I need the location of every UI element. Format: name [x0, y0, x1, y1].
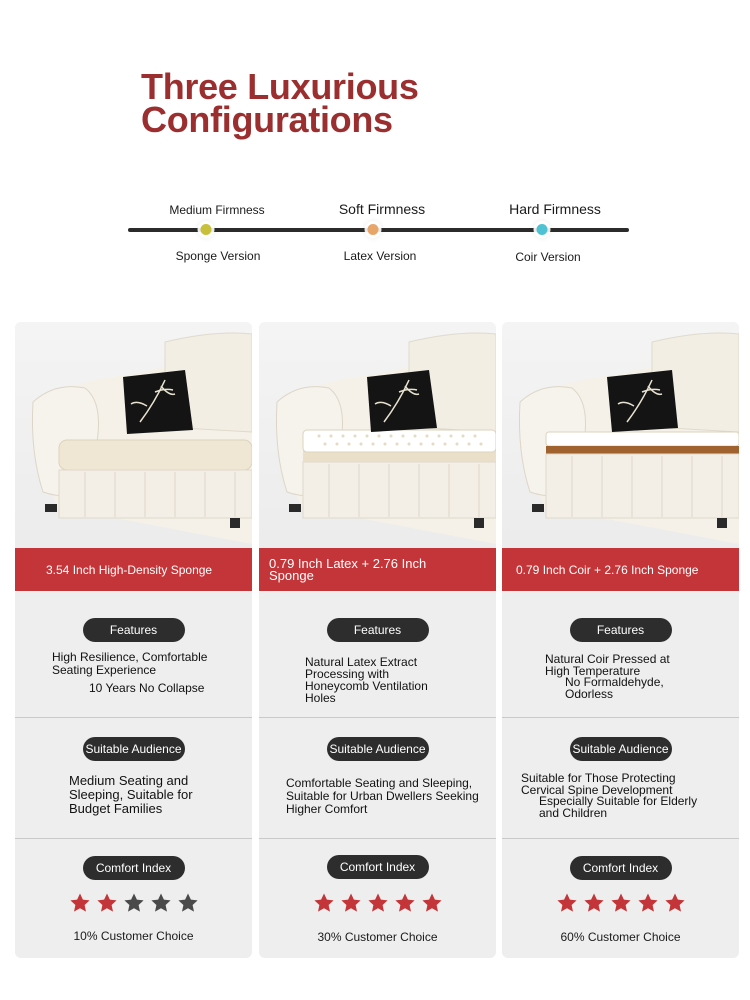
comfort-badge: Comfort Index	[570, 856, 672, 880]
star-filled-icon	[664, 892, 686, 914]
version-label-latex: Latex Version	[343, 249, 417, 263]
star-filled-icon	[96, 892, 118, 914]
audience-badge: Suitable Audience	[327, 737, 429, 761]
comfort-stars	[502, 892, 739, 914]
star-filled-icon	[69, 892, 91, 914]
spec-banner-coir	[502, 548, 739, 591]
comfort-stars	[259, 892, 496, 914]
star-filled-icon	[421, 892, 443, 914]
page-title	[141, 66, 419, 140]
features-badge: Features	[570, 618, 672, 642]
feature-text-1: High Resilience, Comfortable Seating Experience	[52, 650, 208, 677]
audience-text-1: Suitable for Those Protecting Cervical Spine Development	[521, 771, 676, 797]
audience-badge: Suitable Audience	[83, 737, 185, 761]
star-filled-icon	[637, 892, 659, 914]
audience-text: Comfortable Seating and Sleeping, Suitable for Urban Dwellers Seeking Higher Comfort	[286, 776, 479, 816]
audience-badge: Suitable Audience	[570, 737, 672, 761]
feature-text-2: No Formaldehyde, Odorless	[565, 675, 664, 701]
features-badge: Features	[83, 618, 185, 642]
audience-text: Medium Seating and Sleeping, Suitable for Budget Families	[69, 773, 193, 816]
star-filled-icon	[367, 892, 389, 914]
star-empty-icon	[150, 892, 172, 914]
star-filled-icon	[313, 892, 335, 914]
spec-text: 0.79 Inch Latex + 2.76 Inch Sponge	[269, 555, 427, 583]
customer-choice: 10% Customer Choice	[73, 929, 194, 943]
customer-choice: 30% Customer Choice	[317, 930, 438, 944]
firmness-label-soft: Soft Firmness	[338, 201, 426, 217]
spec-banner-latex	[259, 548, 496, 591]
section-divider	[15, 838, 252, 839]
firmness-dot-soft	[368, 224, 379, 235]
section-divider	[502, 717, 739, 718]
star-filled-icon	[394, 892, 416, 914]
feature-text-2: 10 Years No Collapse	[89, 681, 205, 695]
comfort-badge: Comfort Index	[327, 855, 429, 879]
star-filled-icon	[340, 892, 362, 914]
firmness-label-hard: Hard Firmness	[509, 201, 601, 217]
sofa-image-sponge	[15, 322, 252, 548]
features-badge: Features	[327, 618, 429, 642]
title-line-2: Configurations	[141, 99, 393, 140]
star-empty-icon	[123, 892, 145, 914]
section-divider	[15, 717, 252, 718]
star-filled-icon	[583, 892, 605, 914]
firmness-dot-medium	[201, 224, 212, 235]
spec-text: 3.54 Inch High-Density Sponge	[46, 562, 213, 577]
spec-text: 0.79 Inch Coir + 2.76 Inch Sponge	[516, 562, 699, 577]
title-line-1: Three Luxurious	[141, 66, 419, 107]
comfort-stars	[15, 892, 252, 914]
star-filled-icon	[556, 892, 578, 914]
star-filled-icon	[610, 892, 632, 914]
sofa-image-coir	[502, 322, 739, 548]
comfort-badge: Comfort Index	[83, 856, 185, 880]
firmness-dot-hard	[537, 224, 548, 235]
customer-choice: 60% Customer Choice	[560, 930, 681, 944]
spec-banner-sponge	[15, 548, 252, 591]
sofa-image-latex	[259, 322, 496, 548]
section-divider	[259, 838, 496, 839]
config-card-coir	[502, 322, 739, 958]
section-divider	[259, 717, 496, 718]
version-label-coir: Coir Version	[515, 250, 581, 264]
version-label-sponge: Sponge Version	[175, 249, 261, 263]
feature-text-1: Natural Latex Extract Processing with Honeycomb Ventilation Holes	[305, 655, 428, 705]
firmness-label-medium: Medium Firmness	[169, 203, 265, 217]
section-divider	[502, 838, 739, 839]
feature-text-1: Natural Coir Pressed at High Temperature	[545, 652, 670, 678]
audience-text-2: Especially Suitable for Elderly and Children	[539, 794, 698, 820]
star-empty-icon	[177, 892, 199, 914]
config-card-latex	[259, 322, 496, 958]
config-card-sponge	[15, 322, 252, 958]
